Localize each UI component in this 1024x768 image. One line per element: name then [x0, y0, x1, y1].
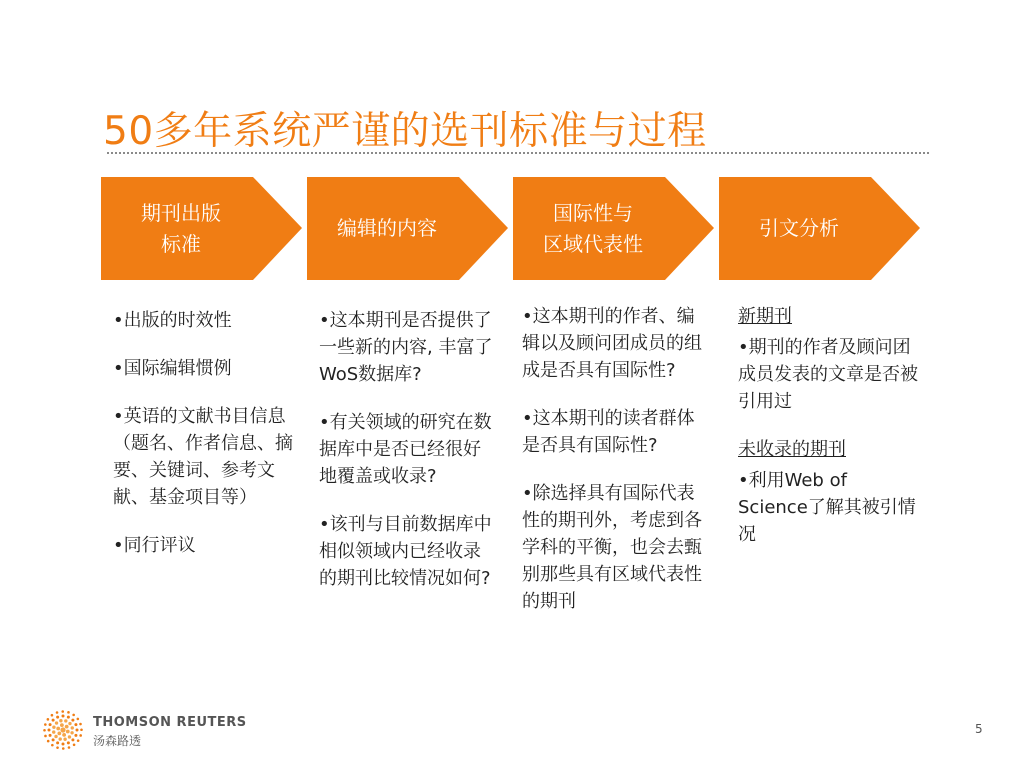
logo-dot: [54, 735, 57, 738]
criteria-column-1: [113, 307, 299, 580]
logo-dot: [57, 732, 61, 736]
bullet-item: •这本期刊的作者、编辑以及顾问团成员的组成是否具有国际性?: [522, 306, 702, 381]
logo-dot: [77, 718, 80, 721]
logo-dot: [47, 718, 50, 721]
logo-dot: [79, 723, 82, 726]
brand-name-chinese: 汤森路透: [93, 734, 142, 748]
logo-dot: [47, 740, 50, 743]
bullet-item: •国际编辑惯例: [113, 358, 232, 379]
bullet-item: •期刊的作者及顾问团成员发表的文章是否被引用过: [738, 337, 918, 412]
logo-dot: [60, 727, 65, 732]
step-label: 引文分析: [759, 216, 839, 240]
logo-dot: [76, 729, 79, 732]
brand-name-english: THOMSON REUTERS: [93, 715, 247, 730]
step-chevron-editorial-content: [307, 177, 508, 280]
bullet-item: •英语的文献书目信息（题名、作者信息、摘要、关键词、参考文献、基金项目等）: [113, 406, 293, 508]
bullet-item: •有关领域的研究在数据库中是否已经很好地覆盖或收录?: [319, 412, 492, 487]
logo-dot: [62, 715, 65, 718]
logo-dot: [65, 725, 69, 729]
logo-dot: [68, 746, 71, 749]
logo-dot: [44, 723, 47, 726]
logo-dot: [56, 727, 60, 731]
logo-dot: [79, 734, 82, 737]
bullet-item: •该刊与目前数据库中相似领域内已经收录的期刊比较情况如何?: [319, 514, 492, 589]
step-label: 期刊出版 标准: [141, 200, 221, 256]
logo-dot: [55, 721, 58, 724]
page-number: 5: [975, 722, 983, 736]
logo-dot: [51, 744, 54, 747]
bullet-item: •除选择具有国际代表性的期刊外，考虑到各学科的平衡，也会去甄别那些具有区域代表性的期刊: [522, 483, 702, 612]
logo-dot: [48, 729, 51, 732]
logo-dot: [58, 737, 61, 740]
logo-dot: [67, 711, 70, 714]
logo-dot: [72, 714, 75, 717]
step-chevron-publishing-standards: [101, 177, 302, 280]
logo-dot: [71, 719, 74, 722]
logo-dot: [61, 710, 64, 713]
logo-dot: [49, 734, 52, 737]
subheading-unindexed-journals: 未收录的期刊: [738, 439, 846, 460]
logo-dot: [71, 738, 74, 741]
logo-dot: [56, 741, 59, 744]
logo-dot: [62, 747, 65, 750]
bullet-item: •利用Web of Science了解其被引情况: [738, 470, 916, 545]
logo-dot: [60, 723, 64, 727]
logo-dot: [66, 730, 70, 734]
logo-dot: [73, 744, 76, 747]
logo-dot: [67, 716, 70, 719]
logo-dot: [44, 735, 47, 738]
logo-dot: [64, 719, 67, 722]
logo-dot: [74, 723, 77, 726]
logo-dot: [70, 731, 73, 734]
step-chevron-citation-analysis: [719, 177, 920, 280]
step-chevron-international-diversity: [513, 177, 714, 280]
bullet-item: •出版的时效性: [113, 310, 232, 331]
logo-dot: [63, 738, 66, 741]
logo-dot: [74, 734, 77, 737]
criteria-column-4: [738, 303, 920, 569]
logo-dot: [80, 728, 83, 731]
logo-dot: [59, 719, 62, 722]
subheading-new-journals: 新期刊: [738, 306, 792, 327]
slide-title: 50多年系统严谨的选刊标准与过程: [103, 109, 707, 154]
logo-dot: [52, 719, 55, 722]
logo-dot: [52, 730, 55, 733]
logo-dot: [71, 726, 74, 729]
logo-dot: [56, 746, 59, 749]
logo-dot: [77, 739, 80, 742]
logo-dot: [56, 711, 59, 714]
logo-dot: [62, 743, 65, 746]
bullet-item: •这本期刊是否提供了一些新的内容, 丰富了WoS数据库?: [319, 310, 493, 385]
logo-dot: [68, 735, 71, 738]
logo-dot: [51, 714, 54, 717]
logo-dot: [67, 741, 70, 744]
title-divider: [107, 152, 929, 154]
logo-dot: [62, 733, 66, 737]
thomson-reuters-logo-icon: [42, 709, 84, 751]
logo-dot: [52, 725, 55, 728]
logo-dot: [49, 723, 52, 726]
criteria-column-2: [319, 307, 493, 613]
logo-dot: [43, 729, 46, 732]
logo-dot: [52, 738, 55, 741]
bullet-item: •同行评议: [113, 535, 196, 556]
logo-dot: [68, 722, 71, 725]
step-label: 编辑的内容: [337, 216, 437, 240]
logo-dot: [56, 716, 59, 719]
criteria-column-3: [522, 303, 708, 636]
step-label: 国际性与 区域代表性: [543, 200, 643, 256]
bullet-item: •这本期刊的读者群体是否具有国际性?: [522, 408, 695, 456]
